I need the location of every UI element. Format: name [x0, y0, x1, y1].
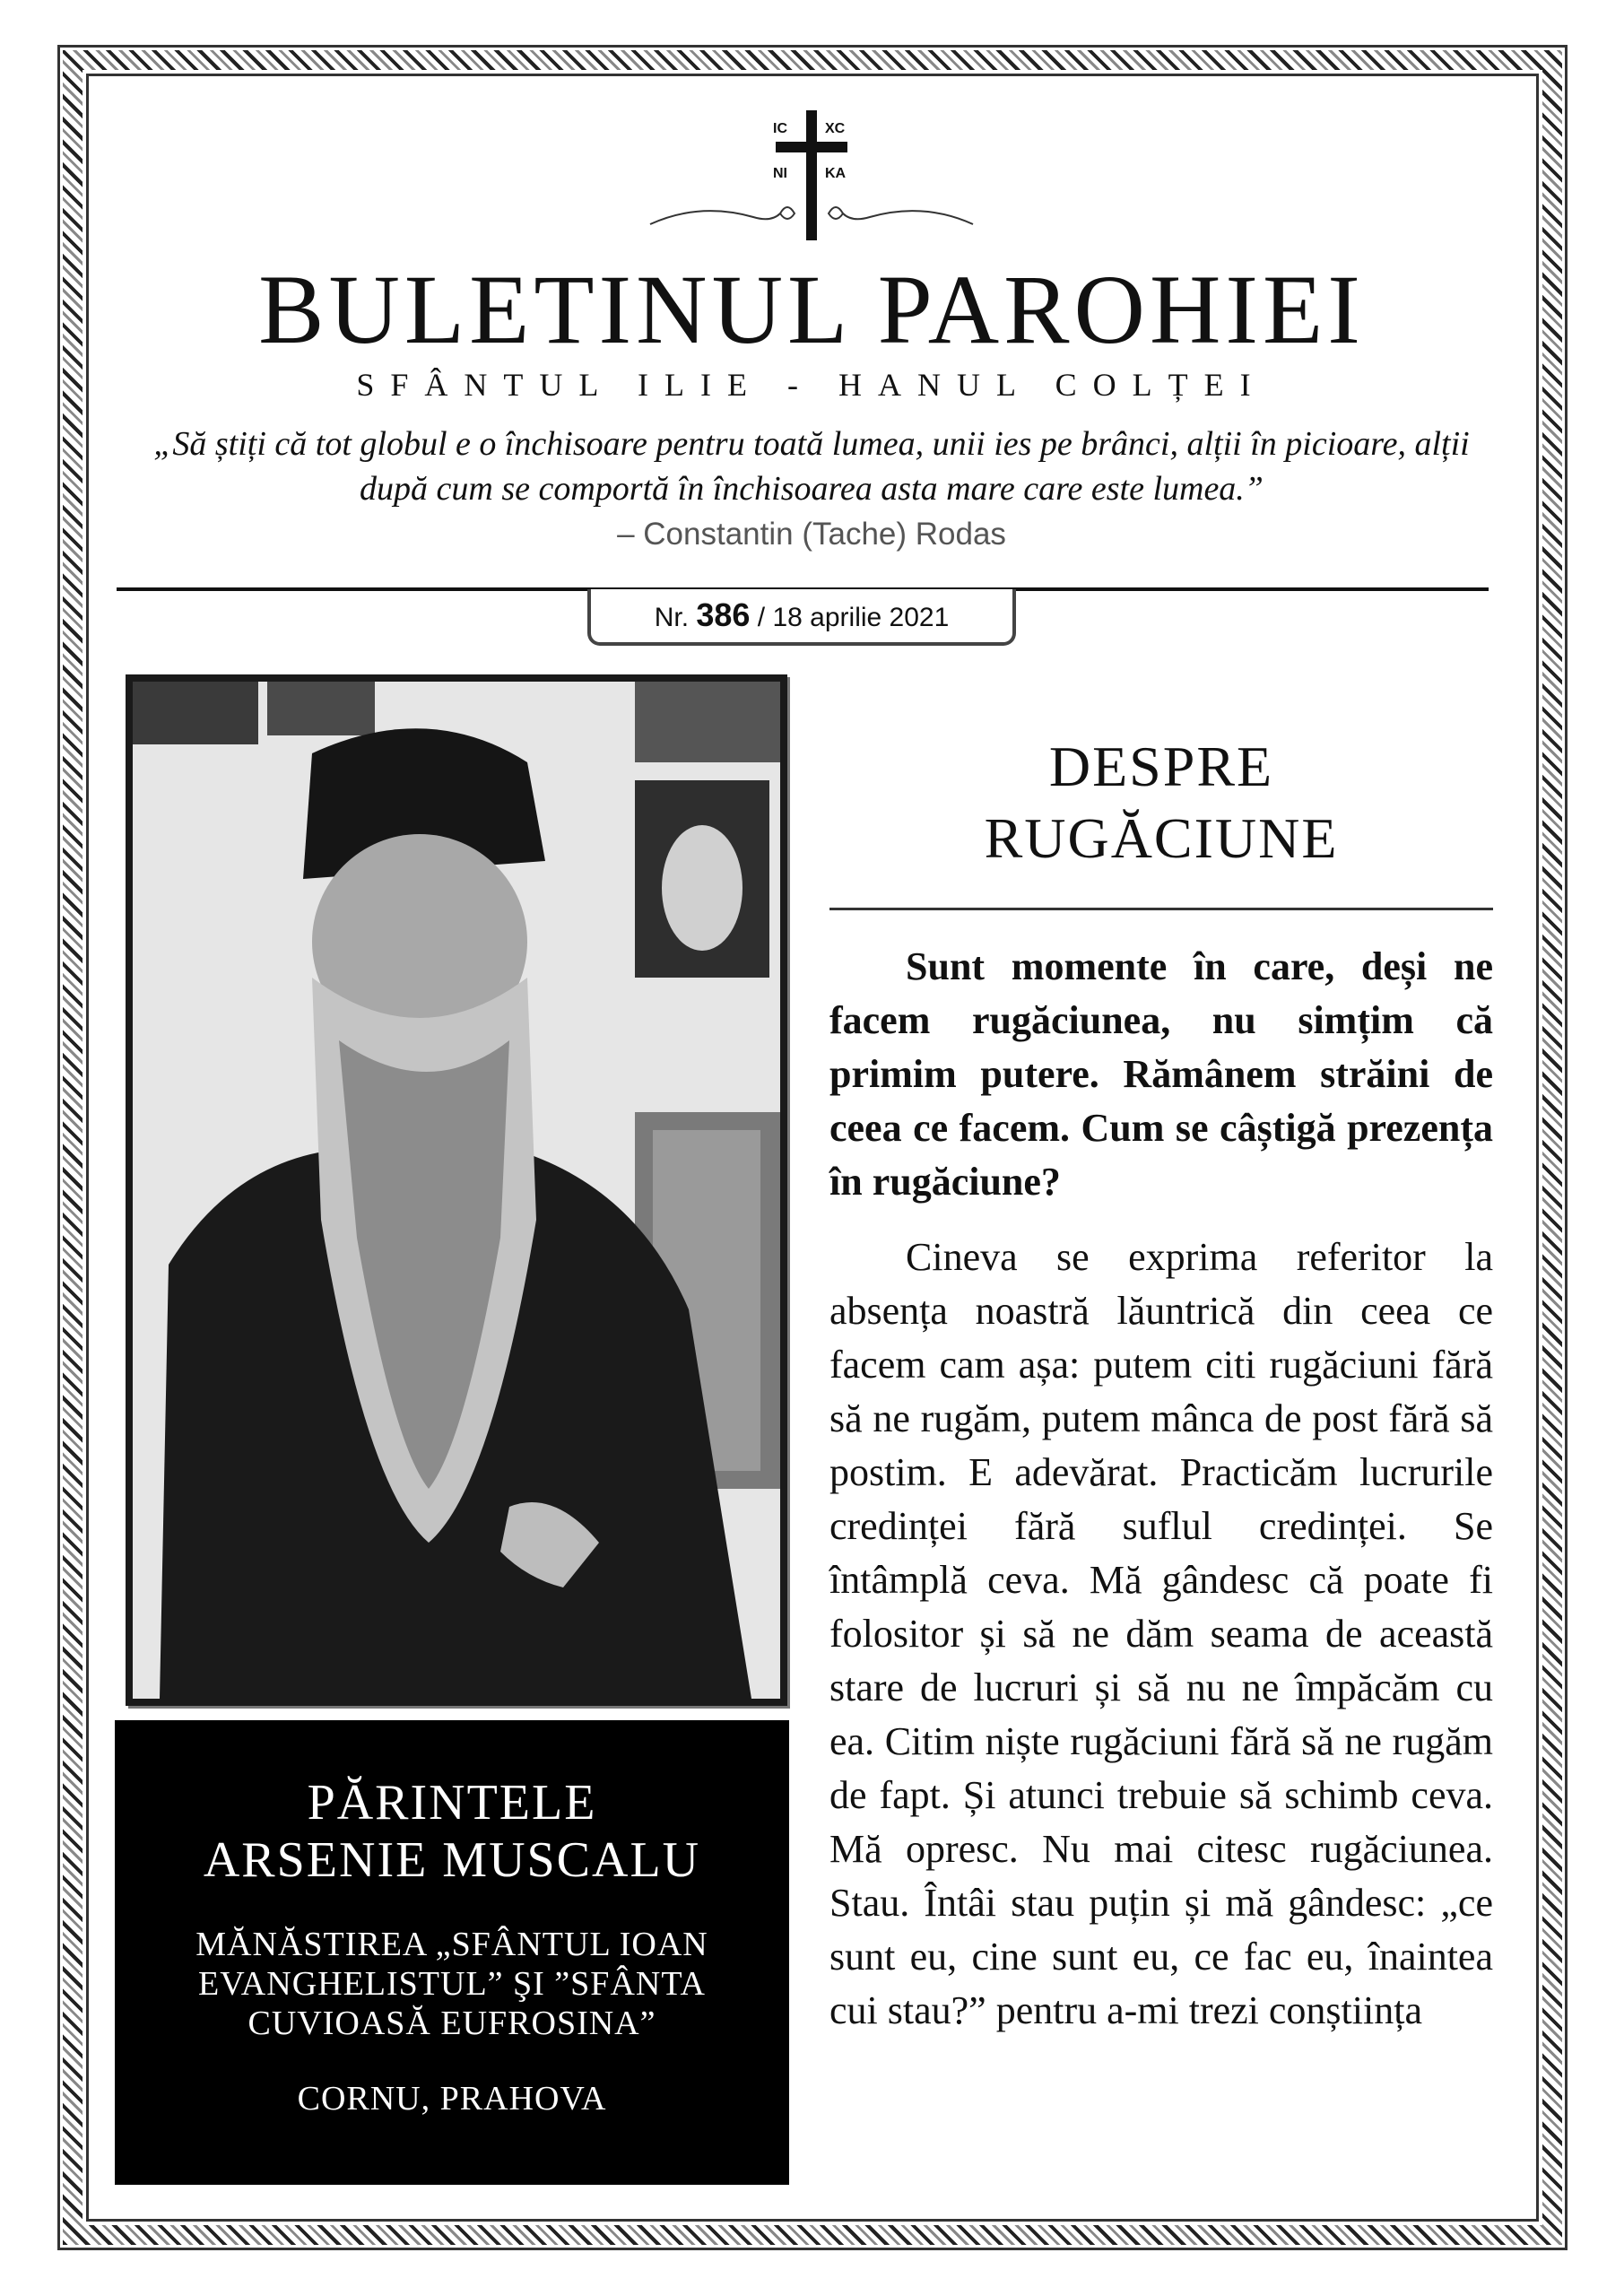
emblem-letter-ic: IC	[773, 121, 787, 136]
article-title-line2: RUGĂCIUNE	[984, 806, 1339, 870]
caption-place: CORNU, PRAHOVA	[297, 2080, 607, 2118]
parish-subtitle: SFÂNTUL ILIE - HANUL COLȚEI	[356, 367, 1267, 403]
emblem-letter-ka: KA	[825, 166, 847, 181]
bulletin-title: BULETINUL PAROHIEI	[258, 255, 1365, 364]
portrait-caption	[115, 1720, 789, 2185]
caption-monastery: MĂNĂSTIREA „SFÂNTUL IOAN EVANGHELISTUL” ŞI ”SFÂNTA CUVIOASĂ EUFROSINA”	[195, 1926, 708, 2042]
emblem-letter-ni: NI	[773, 166, 787, 181]
issue-date: / 18 aprilie 2021	[757, 603, 950, 632]
caption-name-line2: ARSENIE MUSCALU	[203, 1832, 701, 1888]
ornament-flourish-icon	[646, 197, 977, 233]
article-body: Cineva se exprima referitor la absența noastră lăuntrică din ceea ce facem cam așa: putem citi rugăciuni fără să ne rugăm, putem mânca de post fără să postim. E adevărat. Practicăm lucrurile credinței fără suflul credinței. Se întâmplă ceva. Mă gândesc că poate fi folositor și să ne dăm seama de această stare de lucruri și să nu ne împăcăm cu ea. Citim niște rugăciuni fără să ne rugăm de fapt. Și atunci trebuie să schimb ceva. Mă opresc. Nu mai citesc rugăciunea. Stau. Întâi stau puțin și mă gândesc: „ce sunt eu, cine sunt eu, ce fac eu, înaintea cui stau?” pentru a-mi trezi conștiința	[829, 1235, 1493, 2032]
epigraph-quote: „Să știți că tot globul e o închisoare pentru toată lumea, unii ies pe brânci, alții în picioare, alții după cum se comportă în închisoarea asta mare care este lumea.”	[153, 425, 1470, 508]
portrait-photo	[126, 674, 787, 1706]
article-title-line1: DESPRE	[1048, 735, 1274, 798]
article-title	[829, 731, 1493, 874]
issue-prefix: Nr.	[654, 603, 690, 632]
quote-author: – Constantin (Tache) Rodas	[617, 517, 1006, 552]
article-lead: Sunt momente în care, deși ne facem rugăciunea, nu simțim că primim putere. Rămânem străini de ceea ce facem. Cum se câștigă prezența în rugăciune?	[829, 944, 1493, 1204]
issue-number: 386	[696, 596, 751, 633]
issue-badge	[587, 589, 1016, 646]
caption-name-line1: PĂRINTELE	[307, 1775, 597, 1831]
emblem-letter-xc: XC	[825, 121, 846, 136]
article-divider	[829, 908, 1493, 910]
